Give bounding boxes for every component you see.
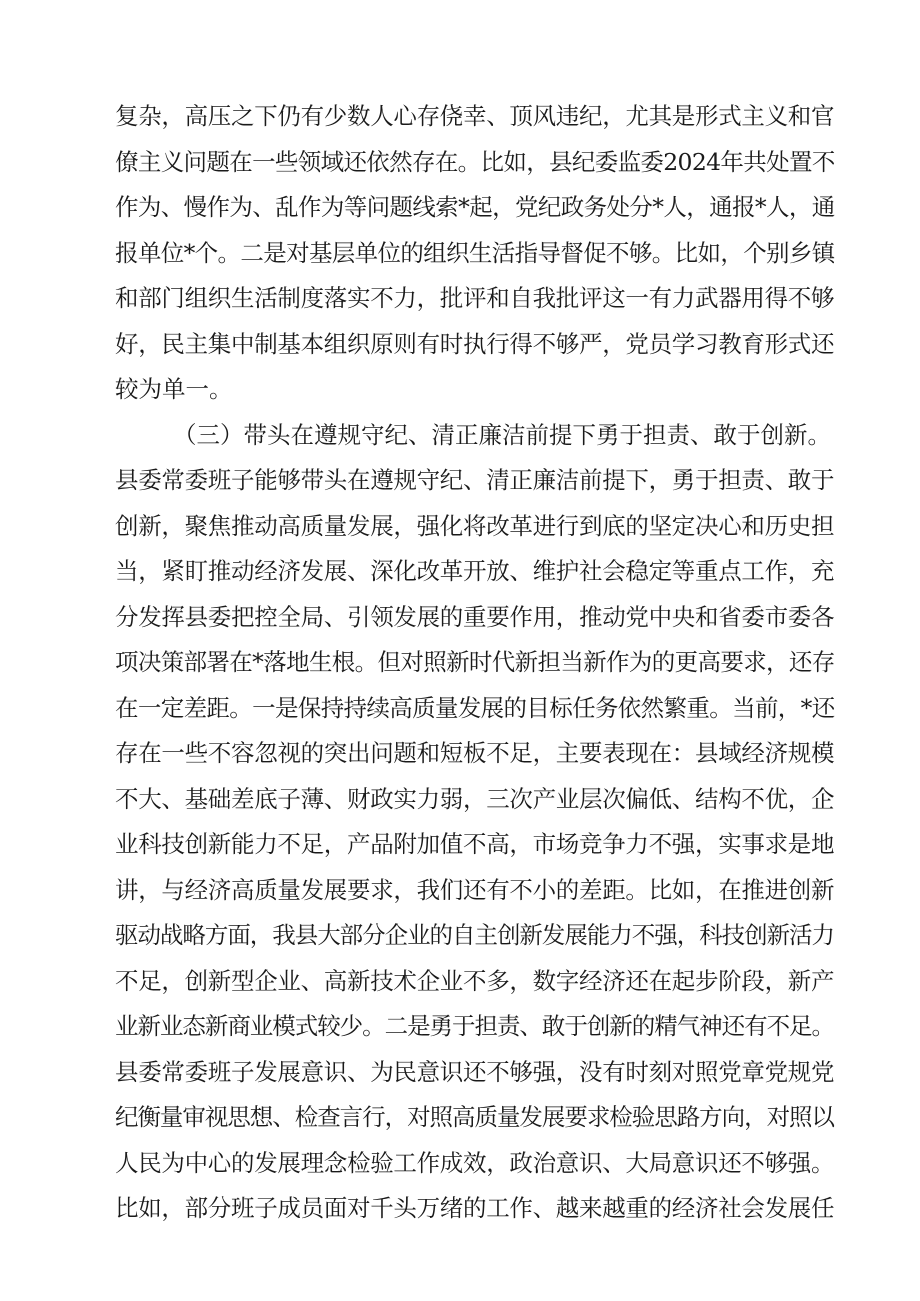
text-line: 比如，部分班子成员面对千头万绪的工作、越来越重的经济社会发展任 — [115, 1194, 835, 1222]
document-body — [115, 94, 835, 1232]
section-heading-line: （三）带头在遵规守纪、清正廉洁前提下勇于担责、敢于创新。 — [173, 420, 831, 449]
text-line: 作为、慢作为、乱作为等问题线索*起，党纪政务处分*人，通报*人，通 — [115, 193, 835, 221]
text-line: 人民为中心的发展理念检验工作成效，政治意识、大局意识还不够强。 — [115, 1148, 835, 1177]
text-line: 不足，创新型企业、高新技术企业不多，数字经济还在起步阶段，新产 — [115, 966, 835, 995]
text-line: 存在一些不容忽视的突出问题和短板不足，主要表现在：县域经济规模 — [115, 739, 835, 767]
text-line: 僚主义问题在一些领域还依然存在。比如，县纪委监委2024年共处置不 — [115, 147, 835, 176]
text-line: 报单位*个。二是对基层单位的组织生活指导督促不够。比如，个别乡镇 — [115, 238, 835, 267]
text-line: 分发挥县委把控全局、引领发展的重要作用，推动党中央和省委市委各 — [115, 602, 835, 631]
text-line: 驱动战略方面，我县大部分企业的自主创新发展能力不强，科技创新活力 — [115, 921, 834, 949]
text-line: 较为单一。 — [115, 375, 233, 403]
text-line: 当，紧盯推动经济发展、深化改革开放、维护社会稳定等重点工作，充 — [115, 557, 835, 585]
text-line: 项决策部署在*落地生根。但对照新时代新担当新作为的更高要求，还存 — [115, 648, 835, 676]
text-line: 复杂，高压之下仍有少数人心存侥幸、顶风违纪，尤其是形式主义和官 — [115, 102, 835, 130]
text-line: 业科技创新能力不足，产品附加值不高，市场竞争力不强，实事求是地 — [115, 830, 835, 858]
text-line: 在一定差距。一是保持持续高质量发展的目标任务依然繁重。当前，*还 — [115, 693, 835, 722]
text-line: 好，民主集中制基本组织原则有时执行得不够严，党员学习教育形式还 — [115, 329, 835, 358]
text-line: 县委常委班子发展意识、为民意识还不够强，没有时刻对照党章党规党 — [115, 1057, 835, 1086]
text-line: 和部门组织生活制度落实不力，批评和自我批评这一有力武器用得不够 — [115, 284, 835, 312]
text-line: 不大、基础差底子薄、财政实力弱，三次产业层次偏低、结构不优，企 — [115, 784, 835, 813]
text-line: 纪衡量审视思想、检查言行，对照高质量发展要求检验思路方向，对照以 — [115, 1103, 834, 1131]
text-line: 业新业态新商业模式较少。二是勇于担责、敢于创新的精气神还有不足。 — [115, 1012, 834, 1040]
text-line: 县委常委班子能够带头在遵规守纪、清正廉洁前提下，勇于担责、敢于 — [115, 466, 835, 494]
text-line: 讲，与经济高质量发展要求，我们还有不小的差距。比如，在推进创新 — [115, 875, 835, 904]
text-line: 创新，聚焦推动高质量发展，强化将改革进行到底的坚定决心和历史担 — [115, 511, 835, 540]
